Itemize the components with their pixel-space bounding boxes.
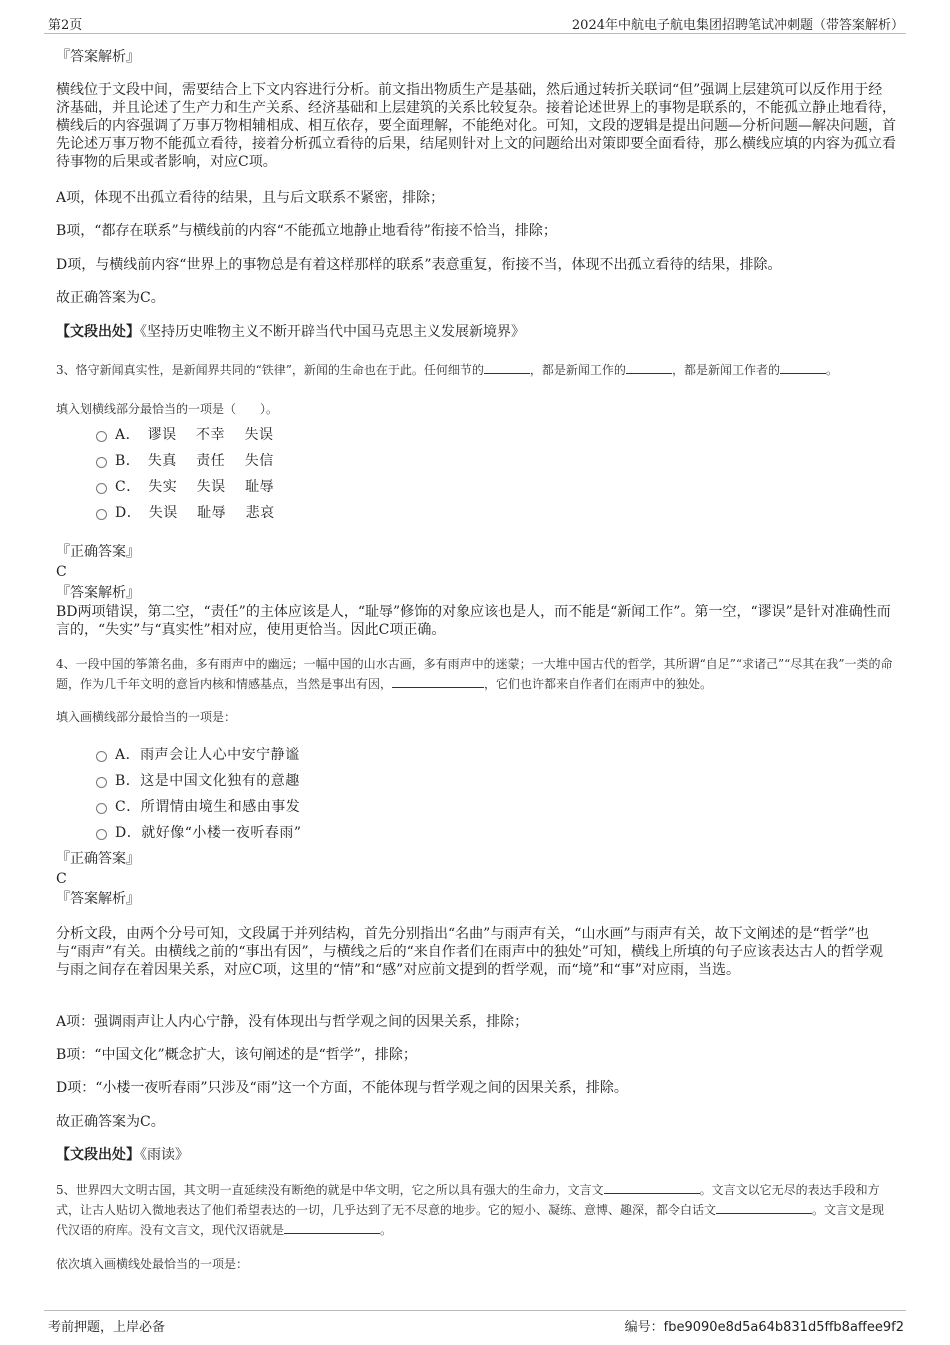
q3-analysis-text: BD两项错误，第二空，“责任”的主体应该是人，“耻辱”修饰的对象应该也是人，而不能是“新闻工作”。第一空，“谬误”是针对准确性而言的，“失实”与“真实性”相对应，使用更恰当。因此C项正确。 (56, 604, 891, 638)
radio-icon[interactable] (96, 777, 107, 788)
radio-icon[interactable] (96, 751, 107, 762)
q4-option-a-explain: A项：强调雨声让人内心宁静，没有体现出与哲学观之间的因果关系，排除； (56, 1014, 529, 1030)
page-number: 第2页 (48, 18, 83, 33)
page-header (0, 0, 950, 38)
q3-option-d[interactable]: D． 失误 耻辱 悲哀 (96, 502, 275, 522)
q3-stem: 3、恪守新闻真实性，是新闻界共同的“铁律”，新闻的生命也在于此。任何细节的 ，都是新闻工作的 ，都是新闻工作者的 。 (56, 363, 838, 377)
q4-source (56, 1146, 896, 1164)
q5-blank-3 (284, 1221, 380, 1234)
q5-blank-1 (604, 1181, 700, 1194)
q3-analysis-label: 『答案解析』 (56, 585, 140, 601)
q4-blank (392, 675, 484, 688)
q4-option-b[interactable]: B．这是中国文化独有的意趣 (96, 770, 300, 790)
radio-icon[interactable] (96, 431, 107, 442)
q3-blank-2 (626, 361, 672, 374)
q4-option-d[interactable]: D．就好像“小楼一夜听春雨” (96, 822, 302, 842)
q4-option-d-explain: D项：“小楼一夜听春雨”只涉及“雨”这一个方面，不能体现与哲学观之间的因果关系，排除。 (56, 1080, 628, 1096)
radio-icon[interactable] (96, 803, 107, 814)
q2-analysis-label: 『答案解析』 (56, 49, 140, 65)
q4-source-text: 《雨读》 (140, 1147, 189, 1163)
q2-option-a-explain: A项，体现不出孤立看待的结果，且与后文联系不紧密，排除； (56, 190, 445, 206)
radio-icon[interactable] (96, 483, 107, 494)
q4-analysis-text: 分析文段，由两个分号可知，文段属于并列结构，首先分别指出“名曲”与雨声有关，“山水画”与雨声有关，故下文阐述的是“哲学”也与“雨声”有关。由横线之前的“事出有因”，与横线之后的“来自作者们在雨声中的独处”可知，横线上所填的句子应该表达古人的哲学观与雨之间存在着因果关系，对应C项，这里的“情”和“感”对应前文提到的哲学观，而“境”和“事”对应雨，当选。 (56, 926, 883, 978)
q3-prompt: 填入划横线部分最恰当的一项是（ ）。 (56, 402, 279, 416)
q4-option-b-explain: B项：“中国文化”概念扩大，该句阐述的是“哲学”，排除； (56, 1047, 417, 1063)
q2-source-text: 《坚持历史唯物主义不断开辟当代中国马克思主义发展新境界》 (140, 324, 525, 340)
q5-stem: 5、世界四大文明古国，其文明一直延续没有断绝的就是中华文明，它之所以具有强大的生命力，文言文 。文言文以它无尽的表达手段和方式，让古人贴切入微地表达了他们希望表达的一切，几乎达到了无不尽意的地步。它的短小、凝练、意博、趣深，都令白话文 。文言文是现代汉语的府库。没有文言文，现代汉语就是 。 (56, 1183, 885, 1237)
page-footer (0, 1310, 950, 1345)
radio-icon[interactable] (96, 829, 107, 840)
q3-option-a[interactable]: A． 谬误 不幸 失误 (96, 424, 274, 444)
q4-option-c[interactable]: C．所谓情由境生和感由事发 (96, 796, 300, 816)
footer-slogan: 考前押题，上岸必备 (48, 1320, 166, 1335)
q5-prompt: 依次填入画横线处最恰当的一项是： (56, 1257, 249, 1271)
q3-option-b[interactable]: B． 失真 责任 失信 (96, 450, 274, 470)
q4-answer-label: 『正确答案』 (56, 851, 140, 867)
q2-source-label: 【文段出处】 (56, 324, 140, 340)
q5-blank-2 (716, 1201, 812, 1214)
q3-answer: C (56, 564, 67, 580)
q2-analysis-text: 横线位于文段中间，需要结合上下文内容进行分析。前文指出物质生产是基础，然后通过转折关联词“但”强调上层建筑可以反作用于经济基础，并且论述了生产力和生产关系、经济基础和上层建筑的关系比较复杂。接着论述世界上的事物是联系的，不能孤立静止地看待，横线后的内容强调了万事万物相辅相成、相互依存，要全面理解，不能绝对化。可知，文段的逻辑是提出问题—分析问题—解决问题，首先论述万事万物不能孤立看待，接着分析孤立看待的后果，结尾则针对上文的问题给出对策即要全面看待，那么横线应填的内容为孤立看待事物的后果或者影响，对应C项。 (56, 82, 896, 170)
q2-option-d-explain: D项，与横线前内容“世界上的事物总是有着这样那样的联系”表意重复，衔接不当，体现不出孤立看待的结果，排除。 (56, 257, 782, 273)
document-title: 2024年中航电子航电集团招聘笔试冲刺题（带答案解析） (571, 18, 904, 33)
header-divider (44, 33, 906, 34)
q3-blank-3 (780, 361, 826, 374)
radio-icon[interactable] (96, 457, 107, 468)
q2-conclusion: 故正确答案为C。 (56, 290, 165, 306)
q4-source-label: 【文段出处】 (56, 1147, 140, 1163)
q4-conclusion: 故正确答案为C。 (56, 1114, 165, 1130)
q2-source (56, 323, 896, 341)
q4-option-a[interactable]: A．雨声会让人心中安宁静谧 (96, 744, 300, 764)
footer-divider (44, 1310, 906, 1311)
q2-option-b-explain: B项，“都存在联系”与横线前的内容“不能孤立地静止地看待”衔接不恰当，排除； (56, 223, 557, 239)
q4-stem: 4、一段中国的筝箫名曲，多有雨声中的幽远；一幅中国的山水古画，多有雨声中的迷蒙；一大堆中国古代的哲学，其所谓“自足”“求诸己”“尽其在我”一类的命题，作为几千年文明的意旨内核和情感基点，当然是事出有因， ，它们也许都来自作者们在雨声中的独处。 (56, 657, 893, 691)
q4-answer: C (56, 871, 67, 887)
q3-answer-label: 『正确答案』 (56, 544, 140, 560)
q4-analysis-label: 『答案解析』 (56, 891, 140, 907)
document-id: 编号：fbe9090e8d5a64b831d5ffb8affee9f2 (624, 1320, 904, 1335)
q4-prompt: 填入画横线部分最恰当的一项是： (56, 710, 237, 724)
radio-icon[interactable] (96, 509, 107, 520)
q3-blank-1 (484, 361, 530, 374)
q3-option-c[interactable]: C． 失实 失误 耻辱 (96, 476, 274, 496)
